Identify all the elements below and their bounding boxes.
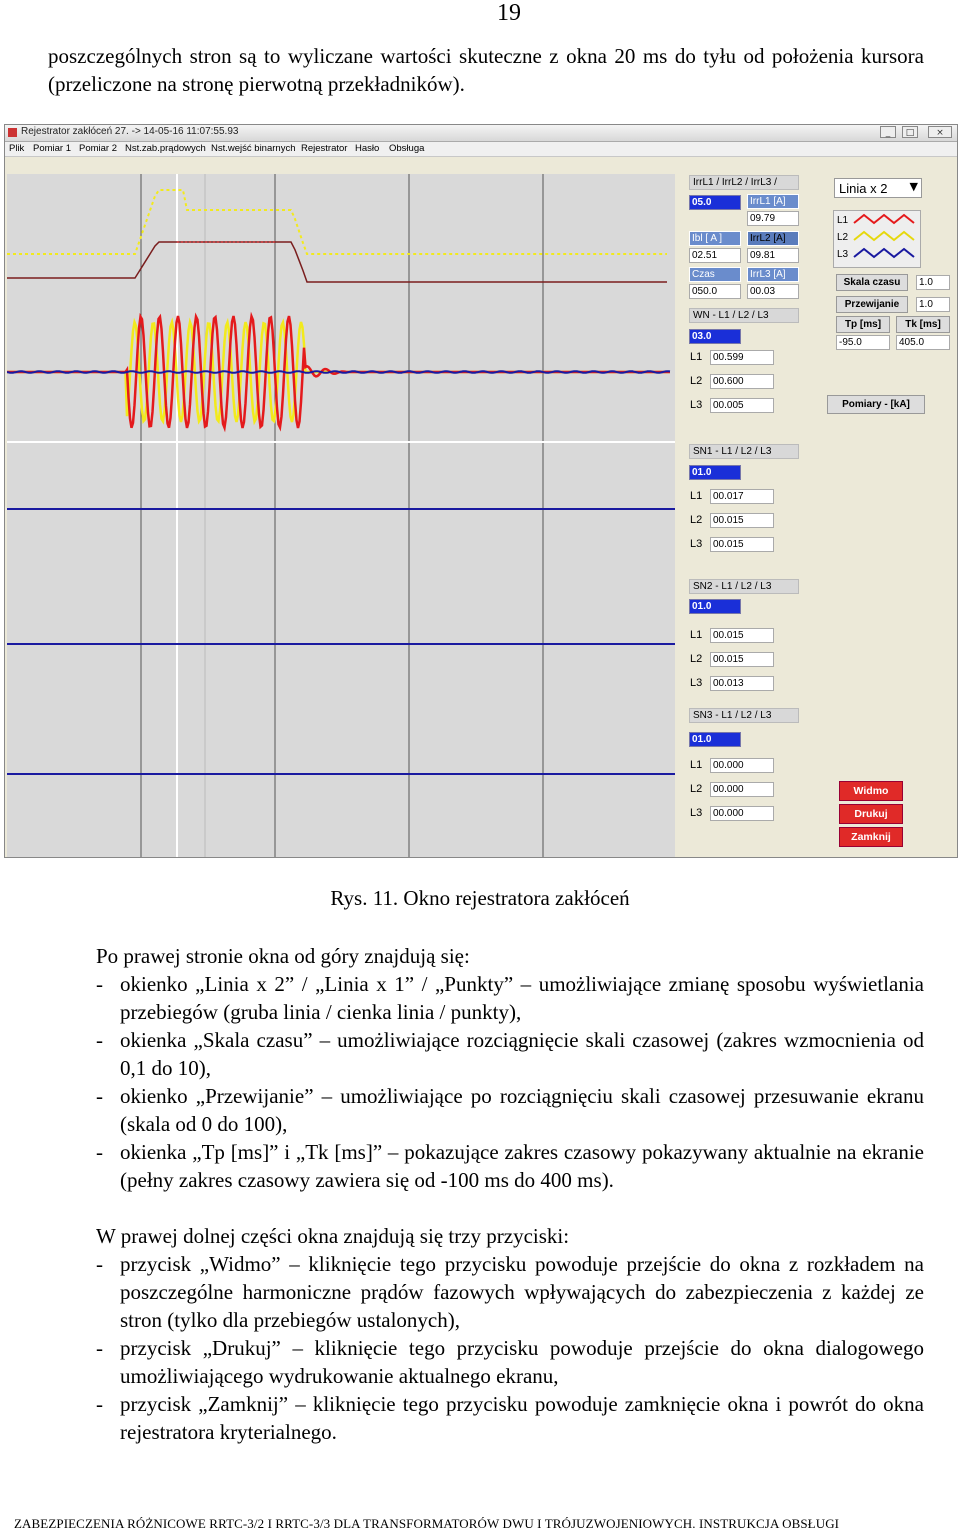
list-dash: - xyxy=(96,1140,103,1164)
maximize-button[interactable]: □ xyxy=(902,126,918,138)
sn3-l1-label: L1 xyxy=(690,759,703,771)
sn2-l3-label: L3 xyxy=(690,677,703,689)
menu-nst-zab-pradowych[interactable]: Nst.zab.prądowych xyxy=(125,143,206,154)
window-titlebar xyxy=(5,125,957,142)
irr-scale-input[interactable]: 05.0 xyxy=(689,195,741,210)
legend-l3-swatch xyxy=(854,249,914,257)
przewijanie-input[interactable]: 1.0 xyxy=(916,297,950,312)
list-item-text: okienka „Tp [ms]” i „Tk [ms]” – pokazujące zakres czasowy pokazywany aktualnie na ekranie (pełny zakres czasowy zawiera się od -100 ms do 400 ms). xyxy=(120,1140,924,1192)
sn2-l1-value[interactable]: 00.015 xyxy=(710,628,774,643)
menu-obsluga[interactable]: Obsługa xyxy=(389,143,425,154)
list-dash: - xyxy=(96,1252,103,1276)
page-footer: ZABEZPIECZENIA RÓŻNICOWE RRTC-3/2 I RRTC-3/3 DLA TRANSFORMATORÓW DWU I TRÓJUZWOJENIOWYCH. INSTRUKCJA OBSŁUGI xyxy=(14,1516,840,1531)
irr-l1-label: IrrL1 [A] xyxy=(747,194,799,209)
widmo-button[interactable]: Widmo xyxy=(839,781,903,801)
legend-swatches xyxy=(852,211,920,267)
list-item xyxy=(96,1026,924,1082)
skala-czasu-input[interactable]: 1.0 xyxy=(916,275,950,290)
app-icon xyxy=(8,128,17,137)
sn3-header: SN3 - L1 / L2 / L3 xyxy=(689,708,799,723)
line-mode-value: Linia x 2 xyxy=(839,181,888,196)
sn1-l2-value[interactable]: 00.015 xyxy=(710,513,774,528)
legend-l2-label: L2 xyxy=(837,232,849,243)
list-item xyxy=(96,970,924,1026)
list-dash: - xyxy=(96,1392,103,1416)
description-intro: Po prawej stronie okna od góry znajdują się: xyxy=(96,944,470,968)
buttons-description-list xyxy=(96,1250,924,1446)
wn-l3-value[interactable]: 00.005 xyxy=(710,398,774,413)
sn1-l3-label: L3 xyxy=(690,538,703,550)
buttons-intro: W prawej dolnej części okna znajdują się trzy przyciski: xyxy=(96,1224,570,1248)
window-title: Rejestrator zakłóceń 27. -> 14-05-16 11:07:55.93 xyxy=(21,126,239,137)
list-item xyxy=(96,1390,924,1446)
menu-plik[interactable]: Plik xyxy=(9,143,25,154)
menu-haslo[interactable]: Hasło xyxy=(355,143,380,154)
czas-value[interactable]: 050.0 xyxy=(689,284,741,299)
description-list xyxy=(96,970,924,1194)
legend-l3-label: L3 xyxy=(837,249,849,260)
legend-l1-label: L1 xyxy=(837,215,849,226)
pomiary-button[interactable]: Pomiary - [kA] xyxy=(827,395,925,414)
legend-l1-swatch xyxy=(854,215,914,223)
list-item-text: przycisk „Drukuj” – kliknięcie tego przycisku powoduje przejście do okna dialogowego umożliwiającego wydrukowanie aktualnego ekranu, xyxy=(120,1336,924,1388)
list-item xyxy=(96,1250,924,1334)
ibl-label: Ibl [ A ] xyxy=(689,231,741,246)
tp-input[interactable]: -95.0 xyxy=(836,335,890,350)
irr-l2-value[interactable]: 09.81 xyxy=(747,248,799,263)
irr-l1-value[interactable]: 09.79 xyxy=(747,211,799,226)
list-dash: - xyxy=(96,1028,103,1052)
list-item-text: przycisk „Zamknij” – kliknięcie tego przycisku powoduje zamknięcie okna i powrót do okna rejestratora kryterialnego. xyxy=(120,1392,924,1444)
skala-czasu-label: Skala czasu xyxy=(836,274,908,291)
sn2-l2-label: L2 xyxy=(690,653,703,665)
wn-l2-label: L2 xyxy=(690,375,703,387)
irr-l3-value[interactable]: 00.03 xyxy=(747,284,799,299)
sn3-scale-input[interactable]: 01.0 xyxy=(689,732,741,747)
irr-l3-label: IrrL3 [A] xyxy=(747,267,799,282)
wn-scale-input[interactable]: 03.0 xyxy=(689,329,741,344)
sn2-l3-value[interactable]: 00.013 xyxy=(710,676,774,691)
sn1-l1-label: L1 xyxy=(690,490,703,502)
sn1-l3-value[interactable]: 00.015 xyxy=(710,537,774,552)
close-window-button[interactable]: × xyxy=(928,126,952,138)
list-dash: - xyxy=(96,1336,103,1360)
wn-l1-label: L1 xyxy=(690,351,703,363)
list-item xyxy=(96,1082,924,1138)
waveform-canvas[interactable] xyxy=(7,174,675,858)
list-item xyxy=(96,1334,924,1390)
menu-bar xyxy=(5,142,957,157)
right-panel xyxy=(681,174,955,858)
disturbance-recorder-window xyxy=(4,124,958,858)
wn-l3-label: L3 xyxy=(690,399,703,411)
drukuj-button[interactable]: Drukuj xyxy=(839,804,903,824)
legend-box xyxy=(833,210,921,268)
legend-l2-swatch xyxy=(854,232,914,240)
irr-header: IrrL1 / IrrL2 / IrrL3 / xyxy=(689,175,799,190)
wn-header: WN - L1 / L2 / L3 xyxy=(689,308,799,323)
menu-nst-wejsc-binarnych[interactable]: Nst.wejść binarnych xyxy=(211,143,296,154)
sn2-scale-input[interactable]: 01.0 xyxy=(689,599,741,614)
chevron-down-icon[interactable]: ▼ xyxy=(909,180,918,193)
sn3-l2-label: L2 xyxy=(690,783,703,795)
list-item xyxy=(96,1138,924,1194)
buttons-description-section xyxy=(96,1222,924,1446)
irr-l2-label: IrrL2 [A] xyxy=(747,231,799,246)
sn3-l1-value[interactable]: 00.000 xyxy=(710,758,774,773)
tp-label: Tp [ms] xyxy=(836,316,890,333)
page-number: 19 xyxy=(497,0,521,26)
list-item-text: okienko „Linia x 2” / „Linia x 1” / „Punkty” – umożliwiające zmianę sposobu wyświetlania przebiegów (gruba linia / cienka linia / punkty), xyxy=(120,972,924,1024)
sn1-l1-value[interactable]: 00.017 xyxy=(710,489,774,504)
figure-caption: Rys. 11. Okno rejestratora zakłóceń xyxy=(330,886,630,910)
irr-l2-trace xyxy=(7,190,667,254)
list-item-text: okienka „Skala czasu” – umożliwiające rozciągnięcie skali czasowej (zakres wzmocnienia od 0,1 do 10), xyxy=(120,1028,924,1080)
menu-rejestrator[interactable]: Rejestrator xyxy=(301,143,348,154)
sn2-l1-label: L1 xyxy=(690,629,703,641)
zamknij-button[interactable]: Zamknij xyxy=(839,827,903,847)
sn3-l3-label: L3 xyxy=(690,807,703,819)
list-item-text: okienko „Przewijanie” – umożliwiające po rozciągnięciu skali czasowej przesuwanie ekranu (skala od 0 do 100), xyxy=(120,1084,924,1136)
irr-l1-trace xyxy=(7,242,667,282)
sn1-header: SN1 - L1 / L2 / L3 xyxy=(689,444,799,459)
sn2-l2-value[interactable]: 00.015 xyxy=(710,652,774,667)
sn1-l2-label: L2 xyxy=(690,514,703,526)
tk-label: Tk [ms] xyxy=(896,316,950,333)
menu-pomiar-1[interactable]: Pomiar 1 xyxy=(33,143,72,154)
description-section xyxy=(96,942,924,1194)
ibl-value[interactable]: 02.51 xyxy=(689,248,741,263)
przewijanie-label: Przewijanie xyxy=(836,296,908,313)
waveform-charts[interactable] xyxy=(7,174,675,858)
wn-l1-value[interactable]: 00.599 xyxy=(710,350,774,365)
sn1-scale-input[interactable]: 01.0 xyxy=(689,465,741,480)
sn2-header: SN2 - L1 / L2 / L3 xyxy=(689,579,799,594)
intro-paragraph: poszczególnych stron są to wyliczane wartości skuteczne z okna 20 ms do tyłu od położenia kursora (przeliczone na stronę pierwotną przekładników). xyxy=(48,44,924,96)
menu-pomiar-2[interactable]: Pomiar 2 xyxy=(79,143,118,154)
tk-input[interactable]: 405.0 xyxy=(896,335,950,350)
sn3-l3-value[interactable]: 00.000 xyxy=(710,806,774,821)
list-dash: - xyxy=(96,1084,103,1108)
list-item-text: przycisk „Widmo” – kliknięcie tego przycisku powoduje przejście do okna z rozkładem na poszczególne harmoniczne prądów fazowych wpływających do zabezpieczenia z każdej ze stron (tylko dla przebiegów ustalonych), xyxy=(120,1252,924,1332)
czas-label: Czas xyxy=(689,267,741,282)
sn3-l2-value[interactable]: 00.000 xyxy=(710,782,774,797)
wn-l2-value[interactable]: 00.600 xyxy=(710,374,774,389)
minimize-button[interactable]: _ xyxy=(880,126,896,138)
line-mode-select[interactable] xyxy=(834,178,922,198)
list-dash: - xyxy=(96,972,103,996)
